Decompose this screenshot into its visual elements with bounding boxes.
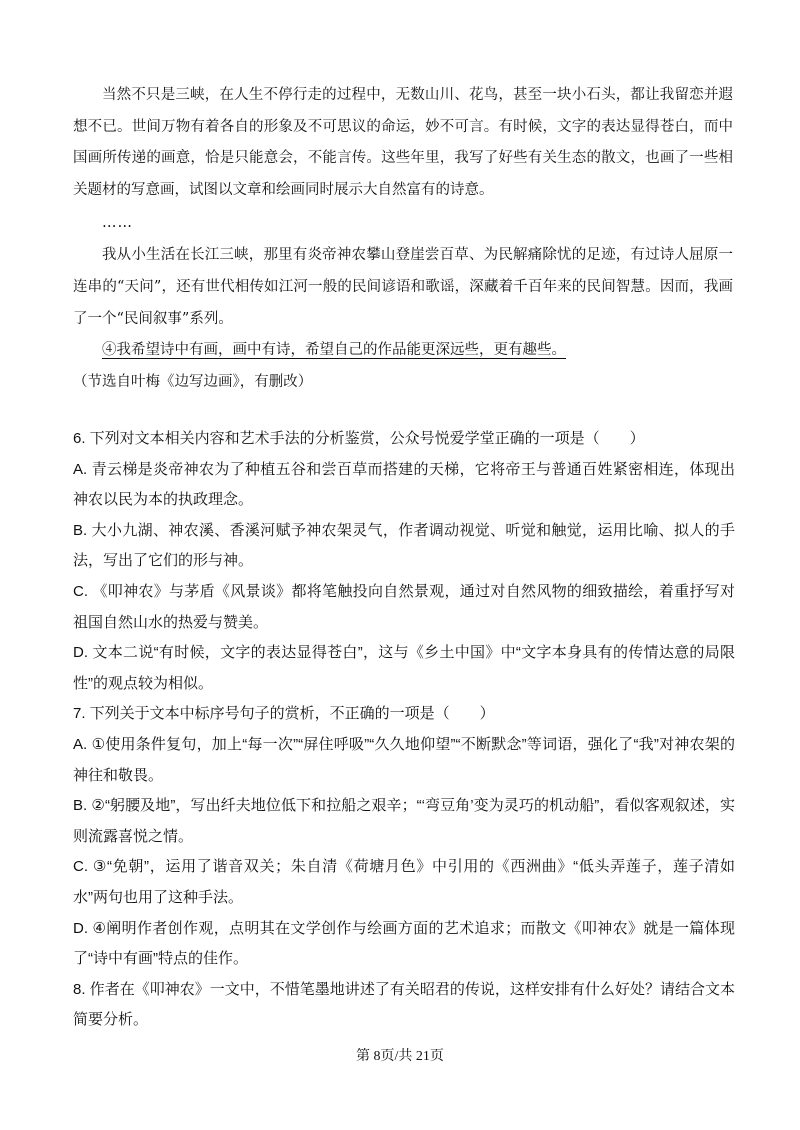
question-8-stem: 8. 作者在《叩神农》一文中，不惜笔墨地讲述了有关昭君的传说，这样安排有什么好处？请结合文本简要分析。 [73,980,735,1029]
question-7-stem: 7. 下列关于文本中标序号句子的赏析，不正确的一项是（ ） [73,705,495,723]
question-6-option-a: A. 青云梯是炎帝神农为了种植五谷和尝百草而搭建的天梯，它将帝王与普通百姓紧密相连，体现出神农以民为本的执政理念。 [73,460,735,509]
passage-paragraph-1: 当然不只是三峡，在人生不停行走的过程中，无数山川、花鸟，甚至一块小石头，都让我留恋并遐想不已。世间万物有着各自的形象及不可思议的命运，妙不可言。有时候，文字的表达显得苍白，而中国画所传递的画意，恰是只能意会，不能言传。这些年里，我写了好些有关生态的散文，也画了一些相关题材的写意画，试图以文章和绘画同时展示大自然富有的诗意。 [73,87,733,198]
passage-source: （节选自叶梅《边写边画》，有删改） [73,373,313,390]
question-6-option-b: B. 大小九湖、神农溪、香溪河赋予神农架灵气，作者调动视觉、听觉和触觉，运用比喻、拟人的手法，写出了它们的形与神。 [73,521,735,570]
page-number: 第 8页/共 21页 [356,1049,444,1064]
question-list [73,424,735,1036]
question-7-option-a: A. ①使用条件复句，加上“每一次”“屏住呼吸”“久久地仰望”“不断默念”等词语，强化了“我”对神农架的神往和敬畏。 [73,735,735,784]
question-7-option-d: D. ④阐明作者创作观，点明其在文学创作与绘画方面的艺术追求；而散文《叩神农》就是一篇体现了“诗中有画”特点的佳作。 [73,919,735,968]
passage-ellipsis: …… [102,215,133,232]
question-6-option-d: D. 文本二说“有时候，文字的表达显得苍白”，这与《乡土中国》中“文字本身具有的传情达意的局限性”的观点较为相似。 [73,644,735,692]
question-7-option-b: B. ②“躬腰及地”，写出纤夫地位低下和拉船之艰辛；“‘弯豆角’变为灵巧的机动船”，看似客观叙述，实则流露喜悦之情。 [73,797,735,845]
passage-paragraph-3: ④我希望诗中有画，画中有诗，希望自己的作品能更深远些，更有趣些。 [102,342,566,359]
question-7-option-c: C. ③“免朝”，运用了谐音双关；朱自清《荷塘月色》中引用的《西洲曲》“低头弄莲子，莲子清如水”两句也用了这种手法。 [73,858,735,906]
passage-paragraph-2: 我从小生活在长江三峡，那里有炎帝神农攀山登崖尝百草、为民解痛除忧的足迹，有过诗人屈原一连串的“天问”，还有世代相传如江河一般的民间谚语和歌谣，深藏着千百年来的民间智慧。因而，我画了一个“民间叙事”系列。 [73,247,733,327]
passage-excerpt [73,80,733,398]
question-6-option-c: C. 《叩神农》与茅盾《风景谈》都将笔触投向自然景观，通过对自然风物的细致描绘，着重抒写对祖国自然山水的热爱与赞美。 [73,582,735,631]
question-6-stem: 6. 下列对文本相关内容和艺术手法的分析鉴赏，公众号悦爱学堂正确的一项是（ ） [73,430,645,447]
